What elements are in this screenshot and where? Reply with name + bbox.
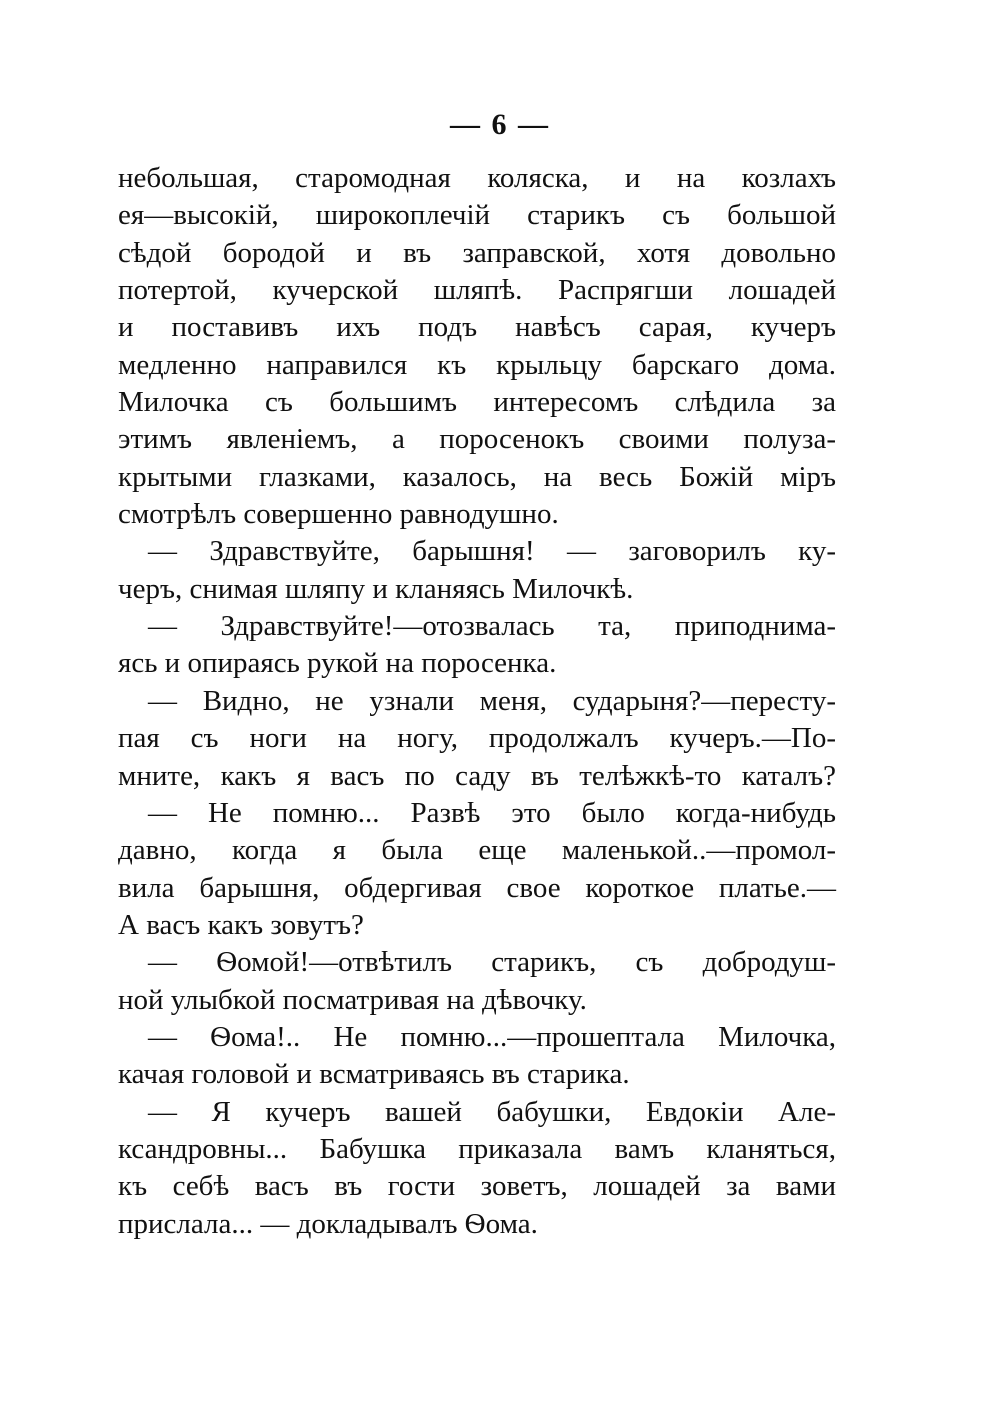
text-line: ея—высокій, широкоплечій старикъ съ большой	[118, 199, 836, 232]
text-line: — Не помню... Развѣ это было когда-нибудь	[148, 796, 836, 829]
text-line: черъ, снимая шляпу и кланяясь Милочкѣ.	[118, 572, 634, 605]
text-line: — Ѳомой!—отвѣтилъ старикъ, съ добродуш-	[148, 946, 836, 979]
text-line: вила барышня, обдергивая свое короткое платье.—	[118, 871, 836, 904]
text-line: крытыми глазками, казалось, на весь Божій міръ	[118, 460, 836, 493]
text-line: — Здравствуйте!—отозвалась та, приподнима-	[148, 610, 836, 643]
text-line: сѣдой бородой и въ заправской, хотя довольно	[118, 236, 836, 269]
text-line: качая головой и всматриваясь въ старика.	[118, 1058, 630, 1091]
text-line: смотрѣлъ совершенно равнодушно.	[118, 498, 559, 531]
text-line: медленно направился къ крыльцу барскаго дома.	[118, 348, 836, 381]
text-line: къ себѣ васъ въ гости зоветъ, лошадей за вами	[118, 1170, 836, 1203]
text-line: — Ѳома!.. Не помню...—прошептала Милочка,	[148, 1020, 836, 1053]
text-line: — Здравствуйте, барышня! — заговорилъ ку-	[148, 535, 836, 568]
text-line: — Видно, не узнали меня, сударыня?—пересту-	[148, 684, 836, 717]
text-line: потертой, кучерской шляпѣ. Распрягши лошадей	[118, 274, 836, 307]
text-line: Милочка съ большимъ интересомъ слѣдила за	[118, 386, 836, 419]
text-line: и поставивъ ихъ подъ навѣсъ сарая, кучеръ	[118, 311, 836, 344]
text-line: небольшая, старомодная коляска, и на козлахъ	[118, 162, 836, 194]
text-line: А васъ какъ зовутъ?	[118, 908, 364, 941]
page-number: — 6 —	[450, 108, 550, 141]
text-line: ной улыбкой посматривая на дѣвочку.	[118, 983, 587, 1016]
text-line: давно, когда я была еще маленькой..—промол-	[118, 834, 836, 867]
text-line: — Я кучеръ вашей бабушки, Евдокіи Але-	[148, 1095, 836, 1128]
body-text	[118, 160, 836, 1243]
text-line: этимъ явленіемъ, а поросенокъ своими полуза-	[118, 423, 836, 456]
text-line: ксандровны... Бабушка приказала вамъ кланяться,	[118, 1132, 836, 1165]
text-line: пая съ ноги на ногу, продолжалъ кучеръ.—По-	[118, 722, 836, 755]
text-line: прислала... — докладывалъ Ѳома.	[118, 1207, 538, 1240]
text-line: мните, какъ я васъ по саду въ телѣжкѣ-то каталъ?	[118, 759, 836, 792]
text-line: ясь и опираясь рукой на поросенка.	[118, 647, 557, 680]
